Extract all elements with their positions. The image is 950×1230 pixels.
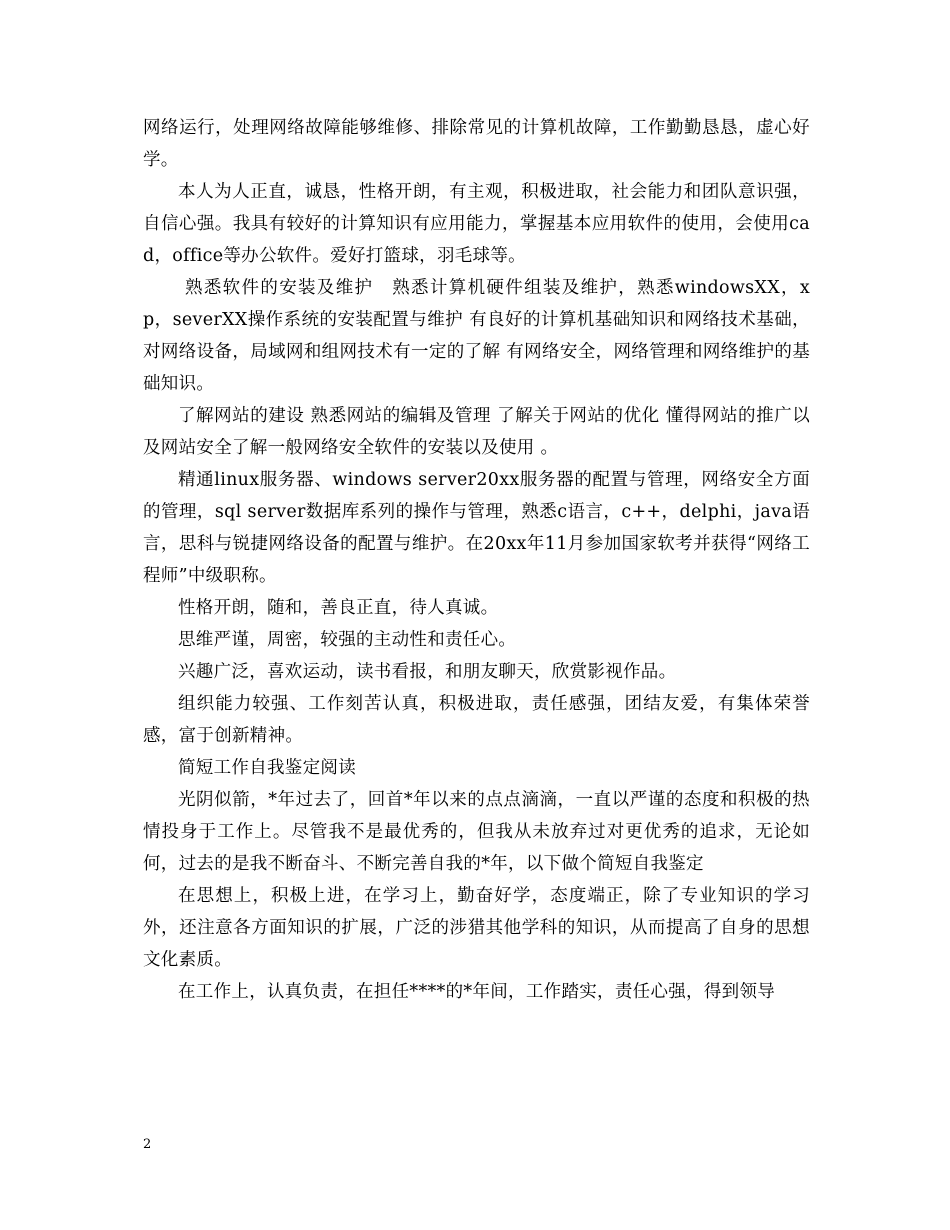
paragraph-server-skills: 精通linux服务器、windows server20xx服务器的配置与管理，网络安全方面的管理，sql server数据库系列的操作与管理，熟悉c语言，c++，delphi，java语言，思科与锐捷网络设备的配置与维护。在20xx年11月参加国家软考并获得“网络工程师”中级职称。: [143, 470, 810, 586]
paragraph-personal-character: 本人为人正直，诚恳，性格开朗，有主观，积极进取，社会能力和团队意识强，自信心强。我具有较好的计算知识有应用能力，掌握基本应用软件的使用，会使用cad，office等办公软件。爱好打篮球，羽毛球等。: [143, 182, 810, 266]
paragraph-organization-ability: 组织能力较强、工作刻苦认真，积极进取，责任感强，团结友爱，有集体荣誉感，富于创新精神。: [143, 694, 810, 746]
paragraph-work-attitude: 在工作上，认真负责，在担任****的*年间，工作踏实，责任心强，得到领导: [178, 982, 776, 1002]
page-number: 2: [143, 1137, 152, 1152]
paragraph-personality: 性格开朗，随和，善良正直，待人真诚。: [178, 598, 499, 618]
document-body: [143, 112, 810, 1008]
paragraph-ideology-study: 在思想上，积极上进，在学习上，勤奋好学，态度端正，除了专业知识的学习外，还注意各方面知识的扩展，广泛的涉猎其他学科的知识，从而提高了自身的思想文化素质。: [143, 886, 810, 970]
paragraph-continued-network-operation: 网络运行，处理网络故障能够维修、排除常见的计算机故障，工作勤勤恳恳，虚心好学。: [143, 118, 810, 170]
paragraph-interests: 兴趣广泛，喜欢运动，读书看报，和朋友聊天，欣赏影视作品。: [178, 662, 677, 682]
paragraph-thinking: 思维严谨，周密，较强的主动性和责任心。: [178, 630, 517, 650]
paragraph-time-flies: 光阴似箭，*年过去了，回首*年以来的点点滴滴，一直以严谨的态度和积极的热情投身于工作上。尽管我不是最优秀的，但我从未放弃过对更优秀的追求，无论如何，过去的是我不断奋斗、不断完善自我的*年，以下做个简短自我鉴定: [143, 790, 810, 874]
paragraph-software-skills: 熟悉软件的安装及维护 熟悉计算机硬件组装及维护，熟悉windowsXX，xp，severXX操作系统的安装配置与维护 有良好的计算机基础知识和网络技术基础，对网络设备，局域网和组网技术有一定的了解 有网络安全，网络管理和网络维护的基础知识。: [143, 278, 810, 394]
section-heading-self-assessment: 简短工作自我鉴定阅读: [178, 758, 356, 778]
paragraph-website-skills: 了解网站的建设 熟悉网站的编辑及管理 了解关于网站的优化 懂得网站的推广以及网站安全了解一般网络安全软件的安装以及使用 。: [143, 406, 810, 458]
